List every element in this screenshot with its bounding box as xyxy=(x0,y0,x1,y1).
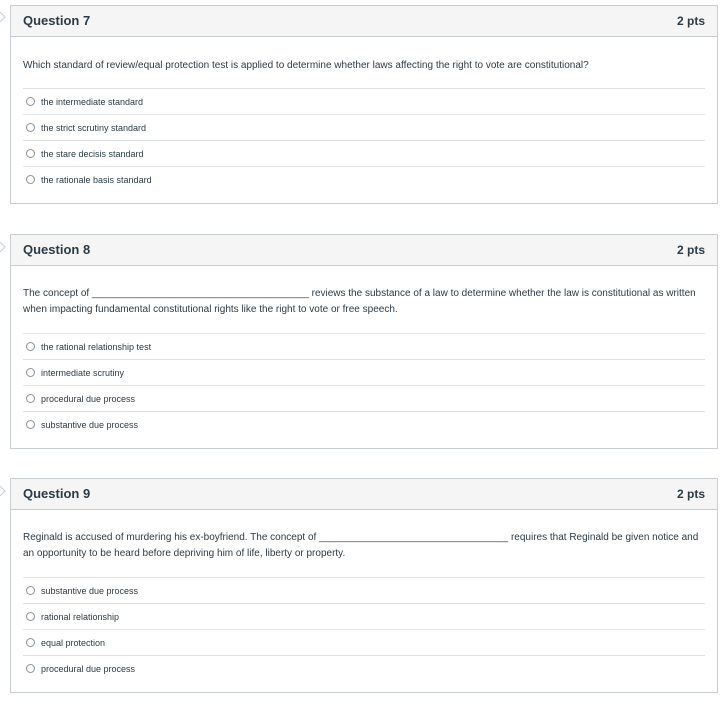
radio-button[interactable] xyxy=(26,175,35,184)
answer-label: the stare decisis standard xyxy=(41,148,144,159)
answer-label: the rational relationship test xyxy=(41,341,152,352)
radio-button[interactable] xyxy=(26,638,35,647)
question-text-line: when impacting fundamental constitutional rights like the right to vote or free speech. xyxy=(23,304,398,315)
answer-option[interactable] xyxy=(23,655,705,681)
radio-button[interactable] xyxy=(26,368,35,377)
answer-label: the rationale basis standard xyxy=(41,174,152,185)
question-text xyxy=(11,37,717,73)
answer-option[interactable] xyxy=(23,359,705,385)
chevron-right-icon xyxy=(0,242,6,252)
answer-label: the strict scrutiny standard xyxy=(41,122,147,133)
answer-label: procedural due process xyxy=(41,393,136,404)
radio-button[interactable] xyxy=(26,586,35,595)
chevron-right-icon xyxy=(0,12,6,22)
question-points: 2 pts xyxy=(676,243,705,257)
radio-button[interactable] xyxy=(26,149,35,158)
radio-button[interactable] xyxy=(26,664,35,673)
answer-label: equal protection xyxy=(41,637,106,648)
answer-option[interactable] xyxy=(23,88,705,114)
question-9-card xyxy=(10,478,718,693)
answer-option[interactable] xyxy=(23,603,705,629)
question-8-card xyxy=(10,234,718,449)
answer-option[interactable] xyxy=(23,385,705,411)
question-header xyxy=(11,6,717,37)
answer-option[interactable] xyxy=(23,411,705,437)
question-text-line: The concept of _______________________________________ reviews the substance of a law to determine whether the law is constitutional as written xyxy=(23,288,696,299)
answer-label: the intermediate standard xyxy=(41,96,144,107)
radio-button[interactable] xyxy=(26,394,35,403)
answer-list xyxy=(23,88,705,192)
answer-option[interactable] xyxy=(23,333,705,359)
answer-option[interactable] xyxy=(23,629,705,655)
answer-option[interactable] xyxy=(23,577,705,603)
question-points: 2 pts xyxy=(676,487,705,501)
answer-label: procedural due process xyxy=(41,663,136,674)
radio-button[interactable] xyxy=(26,420,35,429)
question-text-line: Reginald is accused of murdering his ex-boyfriend. The concept of __________________________________ requires that Reginald be given notice and xyxy=(23,532,699,543)
answer-label: intermediate scrutiny xyxy=(41,367,125,378)
answer-label: rational relationship xyxy=(41,611,120,622)
radio-button[interactable] xyxy=(26,342,35,351)
answer-list xyxy=(23,333,705,437)
answer-label: substantive due process xyxy=(41,419,139,430)
radio-button[interactable] xyxy=(26,97,35,106)
question-title: Question 7 xyxy=(23,13,91,28)
chevron-right-icon xyxy=(0,486,6,496)
answer-label: substantive due process xyxy=(41,585,139,596)
question-text xyxy=(11,510,717,562)
question-title: Question 9 xyxy=(23,486,91,501)
question-7-card xyxy=(10,5,718,204)
question-header xyxy=(11,479,717,510)
question-header xyxy=(11,235,717,266)
answer-option[interactable] xyxy=(23,140,705,166)
answer-option[interactable] xyxy=(23,114,705,140)
question-text xyxy=(11,266,717,318)
question-title: Question 8 xyxy=(23,242,91,257)
question-text-line: an opportunity to be heard before depriving him of life, liberty or property. xyxy=(23,548,346,559)
question-points: 2 pts xyxy=(676,14,705,28)
radio-button[interactable] xyxy=(26,612,35,621)
answer-list xyxy=(23,577,705,681)
answer-option[interactable] xyxy=(23,166,705,192)
question-text-line: Which standard of review/equal protection test is applied to determine whether laws affecting the right to vote are constitutional? xyxy=(23,60,589,71)
radio-button[interactable] xyxy=(26,123,35,132)
